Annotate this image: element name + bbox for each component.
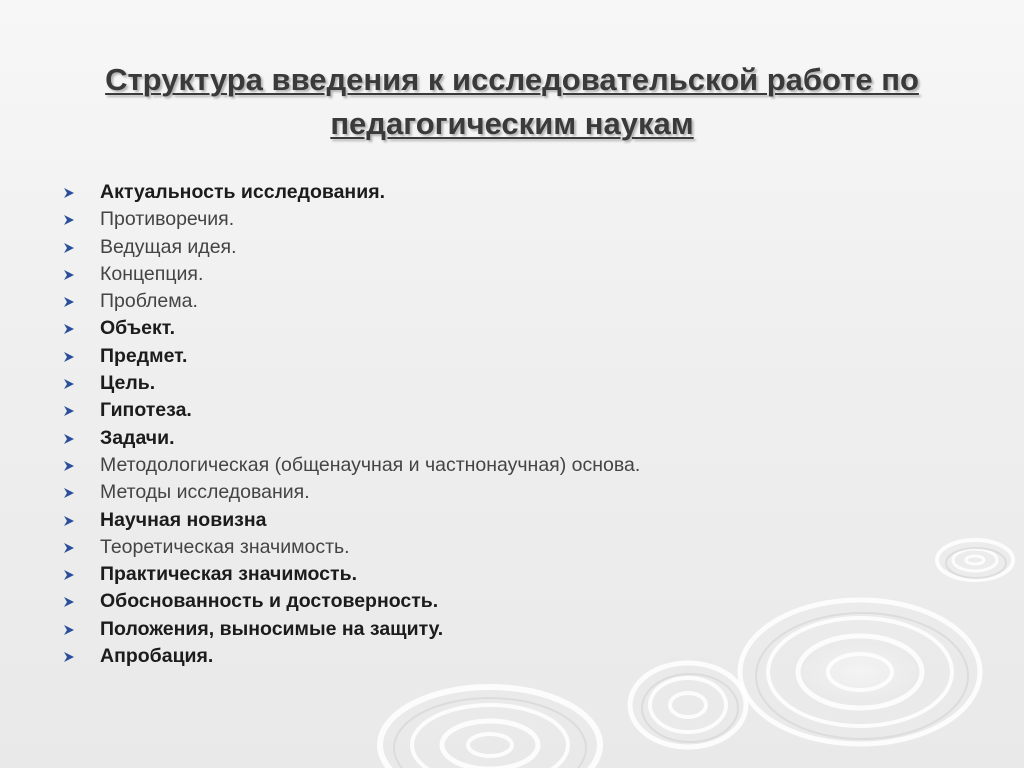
- arrowhead-bullet-icon: [63, 542, 75, 554]
- list-item: [60, 425, 640, 452]
- list-item-label: Объект.: [100, 317, 176, 340]
- list-item: [60, 234, 640, 261]
- arrowhead-bullet-icon: [63, 460, 75, 472]
- list-item: [60, 315, 640, 342]
- list-item: [60, 179, 640, 206]
- arrowhead-bullet-icon: [63, 624, 75, 636]
- list-item-label: Проблема.: [100, 290, 198, 313]
- arrowhead-bullet-icon: [63, 569, 75, 581]
- list-item-label: Практическая значимость.: [100, 563, 357, 586]
- list-item: [60, 616, 640, 643]
- list-item: [60, 261, 640, 288]
- list-item: [60, 534, 640, 561]
- slide-title: [40, 58, 984, 146]
- list-item: [60, 507, 640, 534]
- arrowhead-bullet-icon: [63, 596, 75, 608]
- slide-title-line-1: Структура введения к исследовательской работе по: [105, 62, 919, 97]
- arrowhead-bullet-icon: [63, 351, 75, 363]
- arrowhead-bullet-icon: [63, 651, 75, 663]
- list-item-label: Обоснованность и достоверность.: [100, 590, 439, 613]
- arrowhead-bullet-icon: [63, 433, 75, 445]
- list-item-label: Положения, выносимые на защиту.: [100, 617, 444, 640]
- list-item: [60, 588, 640, 615]
- arrowhead-bullet-icon: [63, 323, 75, 335]
- list-item-label: Методы исследования.: [100, 481, 310, 504]
- list-item-label: Противоречия.: [100, 208, 235, 231]
- arrowhead-bullet-icon: [63, 214, 75, 226]
- list-item: [60, 452, 640, 479]
- arrowhead-bullet-icon: [63, 242, 75, 254]
- list-item-label: Гипотеза.: [100, 399, 192, 422]
- arrowhead-bullet-icon: [63, 487, 75, 499]
- list-item-label: Задачи.: [100, 426, 175, 449]
- arrowhead-bullet-icon: [63, 378, 75, 390]
- list-item-label: Ведущая идея.: [100, 235, 237, 258]
- slide-title-line-2: педагогическим наукам: [330, 106, 694, 141]
- structure-list: [60, 179, 640, 670]
- list-item-label: Научная новизна: [100, 508, 267, 531]
- list-item: [60, 288, 640, 315]
- list-item: [60, 206, 640, 233]
- list-item-label: Цель.: [100, 372, 156, 395]
- list-item: [60, 643, 640, 670]
- list-item-label: Апробация.: [100, 645, 214, 668]
- list-item: [60, 561, 640, 588]
- arrowhead-bullet-icon: [63, 515, 75, 527]
- arrowhead-bullet-icon: [63, 405, 75, 417]
- list-item-label: Концепция.: [100, 262, 204, 285]
- list-item: [60, 479, 640, 506]
- list-item: [60, 370, 640, 397]
- arrowhead-bullet-icon: [63, 269, 75, 281]
- list-item-label: Актуальность исследования.: [100, 181, 385, 203]
- arrowhead-bullet-icon: [63, 187, 75, 199]
- list-item-label: Методологическая (общенаучная и частнонаучная) основа.: [100, 453, 641, 476]
- list-item-label: Теоретическая значимость.: [100, 535, 350, 558]
- list-item: [60, 397, 640, 424]
- arrowhead-bullet-icon: [63, 296, 75, 308]
- list-item: [60, 343, 640, 370]
- list-item-label: Предмет.: [100, 344, 188, 367]
